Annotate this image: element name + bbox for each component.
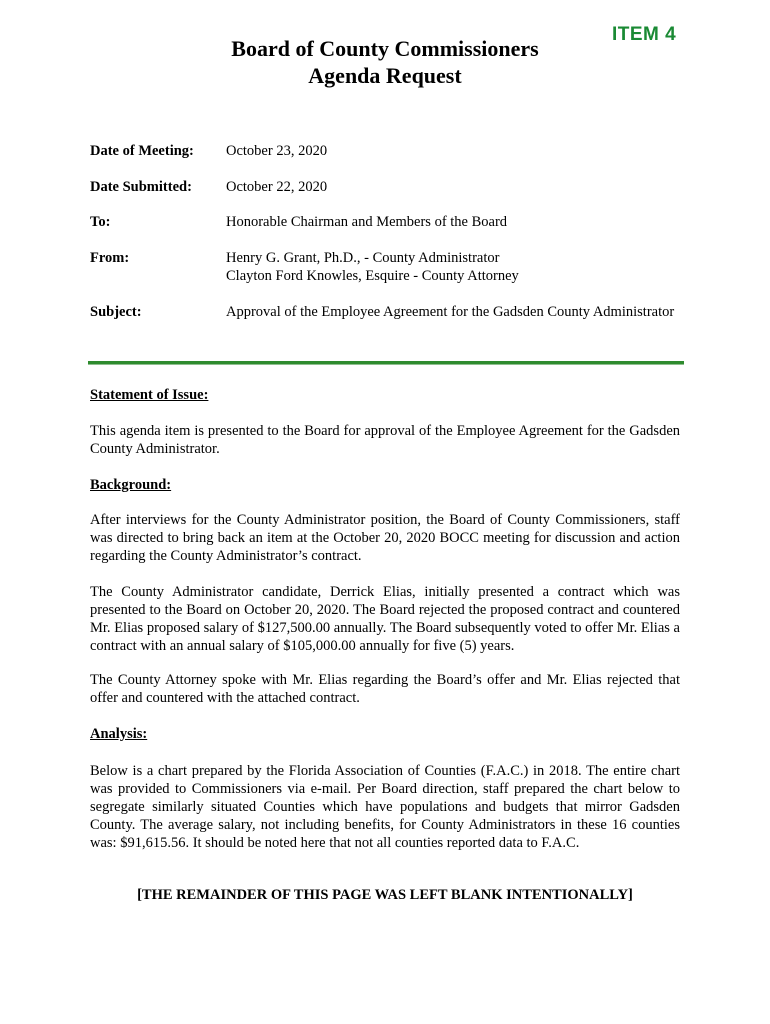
title-line-1: Board of County Commissioners xyxy=(231,36,539,61)
left-blank-notice: [THE REMAINDER OF THIS PAGE WAS LEFT BLANK INTENTIONALLY] xyxy=(137,887,633,903)
from-label: From: xyxy=(90,250,130,266)
title-line-2: Agenda Request xyxy=(308,63,462,88)
statement-of-issue-text: This agenda item is presented to the Board for approval of the Employee Agreement for the Gadsden County Administrator. xyxy=(90,423,680,457)
analysis-paragraph-1: Below is a chart prepared by the Florida Association of Counties (F.A.C.) in 2018. The entire chart was provided to Commissioners via e-mail. Per Board direction, staff prepared the chart below to segregate similarly situated Counties which have populations and budgets that mirror Gadsden County. The average salary, not including benefits, for County Administrators in these 16 counties was: $91,615.56. It should be noted here that not all counties reported data to F.A.C. xyxy=(90,763,680,851)
subject-label: Subject: xyxy=(90,304,142,320)
from-value xyxy=(226,249,680,285)
document-title xyxy=(200,35,570,89)
background-paragraph-2: The County Administrator candidate, Derrick Elias, initially presented a contract which was presented to the Board on October 20, 2020. The Board rejected the proposed contract and countered Mr. Elias proposed salary of $127,500.00 annually. The Board subsequently voted to offer Mr. Elias a contract with an annual salary of $105,000.00 annually for five (5) years. xyxy=(90,584,680,654)
date-of-meeting-label: Date of Meeting: xyxy=(90,143,194,159)
analysis-heading: Analysis: xyxy=(90,726,148,742)
from-value-line-2: Clayton Ford Knowles, Esquire - County Attorney xyxy=(226,268,519,284)
subject-value: Approval of the Employee Agreement for the Gadsden County Administrator xyxy=(226,304,675,320)
section-divider xyxy=(88,361,684,365)
item-number-tag: ITEM 4 xyxy=(612,24,677,45)
statement-of-issue-heading: Statement of Issue: xyxy=(90,387,209,403)
date-submitted-label: Date Submitted: xyxy=(90,179,192,195)
background-paragraph-3: The County Attorney spoke with Mr. Elias regarding the Board’s offer and Mr. Elias rejected that offer and countered with the attached contract. xyxy=(90,672,680,706)
to-label: To: xyxy=(90,214,111,230)
date-of-meeting-value: October 23, 2020 xyxy=(226,143,328,159)
background-heading: Background: xyxy=(90,477,172,493)
date-submitted-value: October 22, 2020 xyxy=(226,179,328,195)
from-value-line-1: Henry G. Grant, Ph.D., - County Administrator xyxy=(226,250,500,266)
to-value: Honorable Chairman and Members of the Board xyxy=(226,214,508,230)
background-paragraph-1: After interviews for the County Administrator position, the Board of County Commissioners, staff was directed to bring back an item at the October 20, 2020 BOCC meeting for discussion and action regarding the County Administrator’s contract. xyxy=(90,512,680,564)
